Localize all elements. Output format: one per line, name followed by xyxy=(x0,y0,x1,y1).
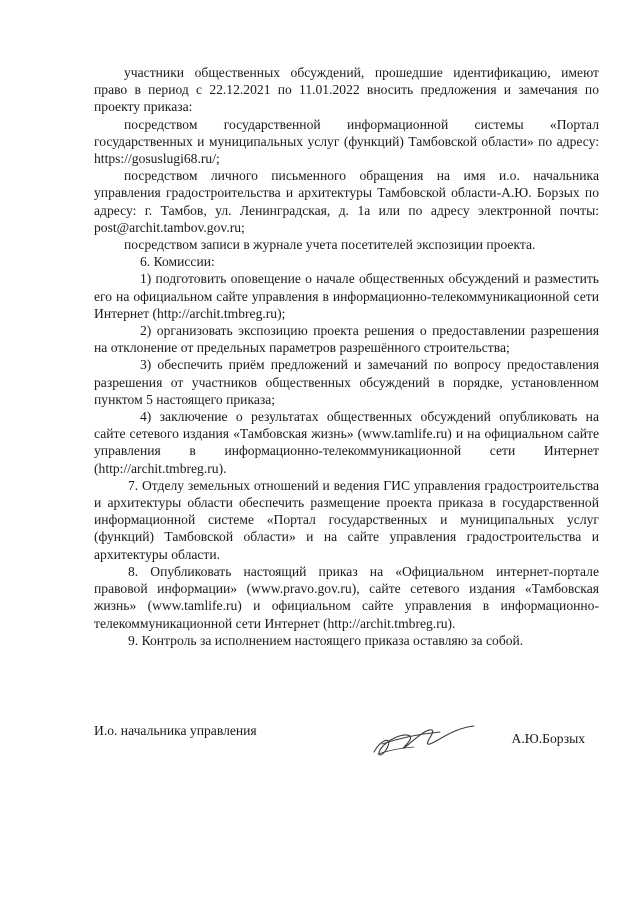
document-body xyxy=(94,64,599,649)
signatory-name: А.Ю.Борзых xyxy=(511,731,585,746)
paragraph-subitem-1: 1) подготовить оповещение о начале общественных обсуждений и разместить его на официальном сайте управления в информационно-телекоммуникационной сети Интернет (http://archit.tmbreg.ru); xyxy=(94,271,599,321)
paragraph-item-7: 7. Отделу земельных отношений и ведения ГИС управления градостроительства и архитектуры области обеспечить размещение проекта приказа в государственной информационной системе «Портал государственных и муниципальных услуг (функций) Тамбовской области» и на сайте управления градостроительства и архитектуры области. xyxy=(94,477,599,562)
paragraph-subitem-2: 2) организовать экспозицию проекта решения о предоставлении разрешения на отклонение от предельных параметров разрешённого строительства; xyxy=(94,323,599,356)
paragraph-via-gis-portal: посредством государственной информационной системы «Портал государственных и муниципальных услуг (функций) Тамбовской области» по адресу: https://gosuslugi68.ru/; xyxy=(94,116,599,167)
handwritten-signature xyxy=(370,714,480,762)
paragraph-via-visitor-log: посредством записи в журнале учета посетителей экспозиции проекта. xyxy=(124,237,536,253)
paragraph-item-6-commission: 6. Комиссии: xyxy=(140,254,215,270)
signatory-title: И.о. начальника управления xyxy=(94,723,257,738)
paragraph-subitem-3: 3) обеспечить приём предложений и замечаний по вопросу предоставления разрешения от участников общественных обсуждений в порядке, установленном пунктом 5 настоящего приказа; xyxy=(94,357,599,407)
signature-block xyxy=(94,714,599,774)
paragraph-item-9: 9. Контроль за исполнением настоящего приказа оставляю за собой. xyxy=(128,632,524,648)
paragraph-via-written-appeal: посредством личного письменного обращения на имя и.о. начальника управления градостроительства и архитектуры Тамбовской области-А.Ю. Борзых по адресу: г. Тамбов, ул. Ленинградская, д. 1а или по адресу электронной почты: post@archit.tambov.gov.ru; xyxy=(94,168,599,235)
paragraph-participants-rights: участники общественных обсуждений, прошедшие идентификацию, имеют право в период с 22.12.2021 по 11.01.2022 вносить предложения и замечания по проекту приказа: xyxy=(94,65,599,115)
paragraph-item-8: 8. Опубликовать настоящий приказ на «Официальном интернет-портале правовой информации» (www.pravo.gov.ru), сайте сетевого издания «Тамбовская жизнь» (www.tamlife.ru) и официальном сайте управления в информационно-телекоммуникационной сети Интернет (http://archit.tmbreg.ru). xyxy=(94,563,599,631)
paragraph-subitem-4: 4) заключение о результатах общественных обсуждений опубликовать на сайте сетевого издания «Тамбовская жизнь» (www.tamlife.ru) и на официальном сайте управления в информационно-телекоммуникационной сети Интернет (http://archit.tmbreg.ru). xyxy=(94,409,599,476)
